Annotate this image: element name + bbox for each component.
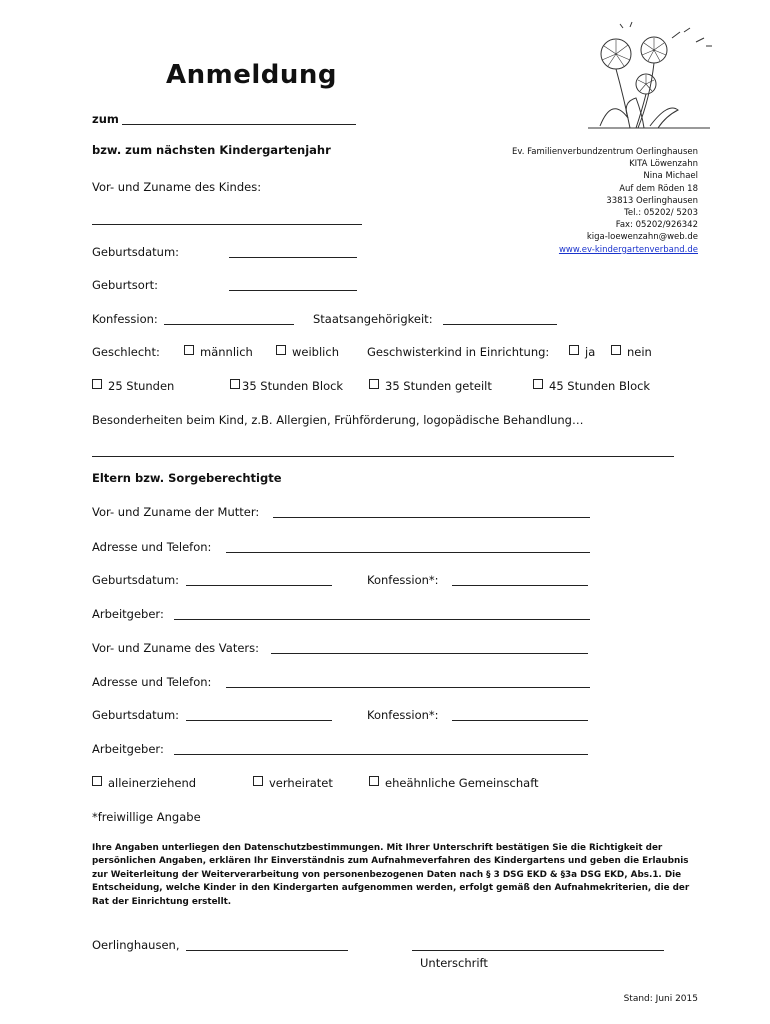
org-line: KITA Löwenzahn	[629, 159, 698, 170]
father-address-label: Adresse und Telefon:	[92, 675, 212, 689]
mother-employer-label: Arbeitgeber:	[92, 607, 164, 621]
father-name-label: Vor- und Zuname des Vaters:	[92, 641, 259, 655]
checkbox[interactable]	[533, 379, 543, 389]
place-date-field[interactable]	[186, 950, 348, 951]
father-confession-field[interactable]	[452, 720, 588, 721]
checkbox[interactable]	[184, 345, 194, 355]
special-needs-label: Besonderheiten beim Kind, z.B. Allergien, Frühförderung, logopädische Behandlung…	[92, 413, 584, 427]
checkbox[interactable]	[569, 345, 579, 355]
mother-address-field[interactable]	[226, 552, 590, 553]
child-confession-label: Konfession:	[92, 312, 158, 326]
website-link[interactable]: www.ev-kindergartenverband.de	[558, 244, 698, 255]
checkbox[interactable]	[92, 379, 102, 389]
mother-birthdate-label: Geburtsdatum:	[92, 573, 180, 587]
dandelion-illustration	[580, 18, 720, 138]
next-year-label: bzw. zum nächsten Kindergartenjahr	[92, 143, 331, 157]
zum-field[interactable]	[122, 124, 356, 125]
hours-25-option[interactable]: 25 Stunden	[92, 379, 174, 393]
nationality-label: Staatsangehörigkeit:	[313, 312, 433, 326]
male-option[interactable]: männlich	[184, 345, 253, 359]
stand-date: Stand: Juni 2015	[623, 994, 698, 1004]
page-title: Anmeldung	[166, 60, 338, 90]
sibling-label: Geschwisterkind in Einrichtung:	[367, 345, 550, 359]
org-line: Fax: 05202/926342	[615, 220, 698, 231]
checkbox[interactable]	[369, 776, 379, 786]
child-confession-field[interactable]	[164, 324, 294, 325]
zum-label: zum	[92, 112, 119, 126]
voluntary-note: *freiwillige Angabe	[92, 810, 201, 824]
father-employer-label: Arbeitgeber:	[92, 742, 164, 756]
checkbox[interactable]	[369, 379, 379, 389]
signature-label: Unterschrift	[420, 956, 488, 970]
father-employer-field[interactable]	[174, 754, 588, 755]
checkbox[interactable]	[253, 776, 263, 786]
org-line: Nina Michael	[643, 171, 698, 182]
mother-address-label: Adresse und Telefon:	[92, 540, 212, 554]
female-option[interactable]: weiblich	[276, 345, 339, 359]
child-name-label: Vor- und Zuname des Kindes:	[92, 180, 262, 194]
father-name-field[interactable]	[271, 653, 588, 654]
child-birthdate-field[interactable]	[229, 257, 357, 258]
hours-35-split-option[interactable]: 35 Stunden geteilt	[369, 379, 492, 393]
mother-name-label: Vor- und Zuname der Mutter:	[92, 505, 260, 519]
child-birthplace-field[interactable]	[229, 290, 357, 291]
org-line: Auf dem Röden 18	[619, 183, 698, 194]
privacy-statement: Ihre Angaben unterliegen den Datenschutzbestimmungen. Mit Ihrer Unterschrift bestätigen Sie die Richtigkeit der persönlichen Angaben, erklären Ihr Einverständnis zum Aufnahmeverfahren des Kindergartens und geben die Erlaubnis zur Weiterleitung der Weiterverarbeitung von personenbezogenen Daten nach § 3 DSG EKD & §3a DSG EKD, Abs.1. Die Entscheidung, welche Kinder in den Kindergarten aufgenommen werden, erfolgt gemäß den Aufnahmekriterien, die der Rat der Einrichtung erstellt.	[92, 843, 690, 907]
father-address-field[interactable]	[226, 687, 590, 688]
father-birthdate-field[interactable]	[186, 720, 332, 721]
org-line: Tel.: 05202/ 5203	[624, 208, 698, 219]
mother-employer-field[interactable]	[174, 619, 590, 620]
status-partnership-option[interactable]: eheähnliche Gemeinschaft	[369, 776, 539, 790]
org-line: 33813 Oerlinghausen	[606, 195, 698, 206]
parents-heading: Eltern bzw. Sorgeberechtigte	[92, 471, 282, 485]
child-birthdate-label: Geburtsdatum:	[92, 245, 180, 259]
place-label: Oerlinghausen,	[92, 938, 180, 952]
father-birthdate-label: Geburtsdatum:	[92, 708, 180, 722]
nationality-field[interactable]	[443, 324, 557, 325]
child-name-field[interactable]	[92, 224, 362, 225]
status-married-option[interactable]: verheiratet	[253, 776, 333, 790]
checkbox[interactable]	[276, 345, 286, 355]
special-needs-field[interactable]	[92, 456, 674, 457]
mother-confession-label: Konfession*:	[367, 573, 439, 587]
mother-birthdate-field[interactable]	[186, 585, 332, 586]
hours-45-block-option[interactable]: 45 Stunden Block	[533, 379, 650, 393]
org-line: kiga-loewenzahn@web.de	[586, 232, 698, 243]
organization-address	[512, 146, 698, 256]
checkbox[interactable]	[92, 776, 102, 786]
child-birthplace-label: Geburtsort:	[92, 278, 158, 292]
org-line: Ev. Familienverbundzentrum Oerlinghausen	[512, 147, 698, 157]
checkbox[interactable]	[230, 379, 240, 389]
gender-label: Geschlecht:	[92, 345, 160, 359]
checkbox[interactable]	[611, 345, 621, 355]
hours-35-block-option[interactable]: 35 Stunden Block	[230, 379, 343, 393]
sibling-no-option[interactable]: nein	[611, 345, 652, 359]
mother-confession-field[interactable]	[452, 585, 588, 586]
status-single-option[interactable]: alleinerziehend	[92, 776, 196, 790]
mother-name-field[interactable]	[273, 517, 590, 518]
sibling-yes-option[interactable]: ja	[569, 345, 595, 359]
signature-field[interactable]	[412, 950, 664, 951]
father-confession-label: Konfession*:	[367, 708, 439, 722]
